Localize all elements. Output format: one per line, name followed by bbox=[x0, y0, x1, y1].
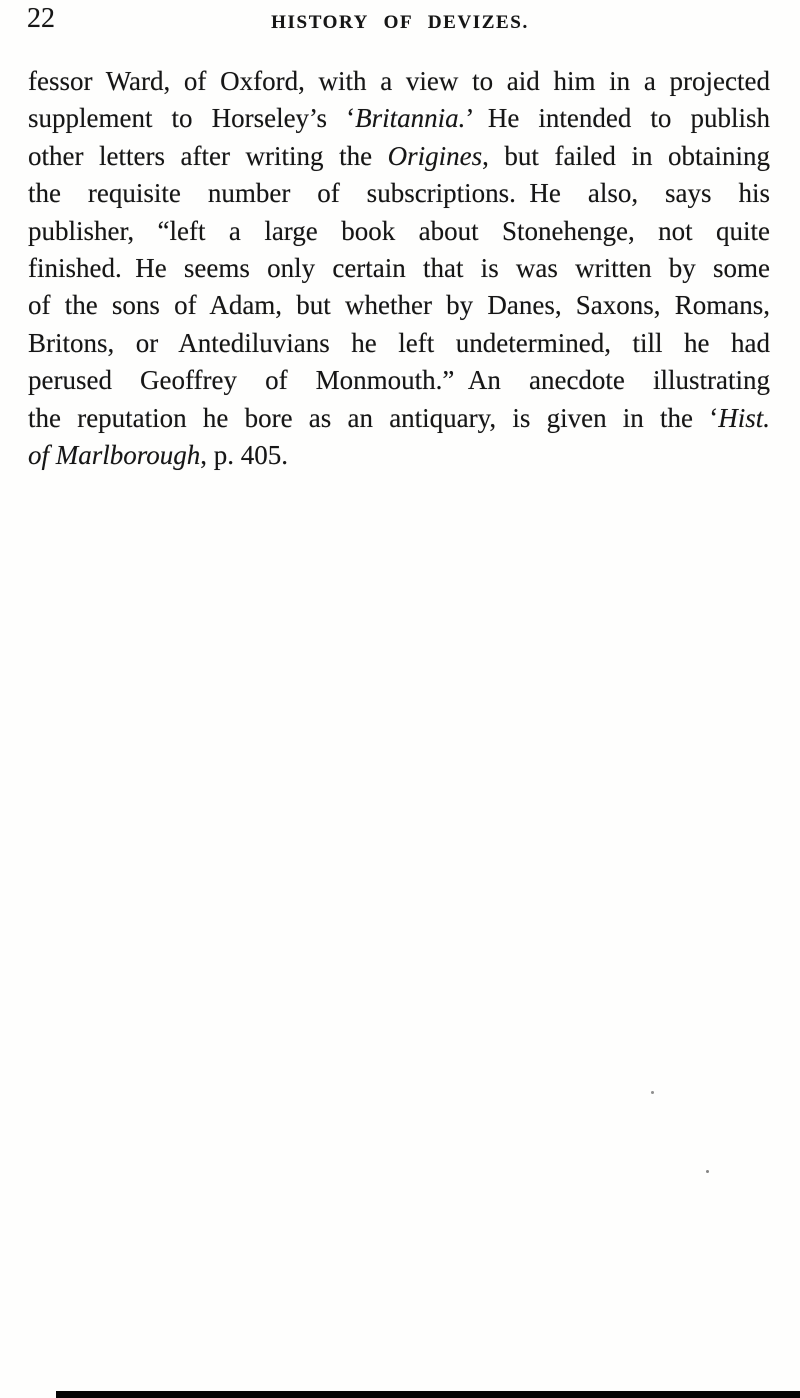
running-head-title: HISTORY OF DEVIZES. bbox=[271, 12, 529, 33]
text-line bbox=[28, 325, 770, 362]
text-run: the reputation he bore as an antiquary, is given in the ‘ bbox=[28, 402, 719, 433]
text-line bbox=[28, 287, 770, 324]
scan-edge-artifact bbox=[56, 1391, 800, 1398]
text-line bbox=[28, 400, 770, 437]
text-run: perused Geoffrey of Monmouth.” An anecdote illustrating bbox=[28, 365, 770, 396]
text-run: of the sons of Adam, but whether by Danes, Saxons, Romans, bbox=[28, 290, 770, 321]
text-run: finished. He seems only certain that is was written by some bbox=[28, 253, 770, 284]
scan-speck bbox=[651, 1091, 654, 1094]
text-line bbox=[28, 100, 770, 137]
italic-text-run: Hist. bbox=[718, 402, 770, 433]
text-run: , p. 405. bbox=[200, 440, 289, 471]
italic-text-run: Britannia. bbox=[355, 103, 466, 134]
text-line bbox=[28, 175, 770, 212]
text-line bbox=[28, 138, 770, 175]
text-line bbox=[28, 437, 770, 474]
scan-speck bbox=[706, 1170, 709, 1173]
text-run: ’ He intended to publish bbox=[465, 103, 770, 134]
text-run: other letters after writing the bbox=[28, 140, 388, 171]
text-line bbox=[28, 213, 770, 250]
italic-text-run: of Marlborough bbox=[28, 440, 201, 471]
page-number: 22 bbox=[27, 3, 55, 34]
text-run: supplement to Horseley’s ‘ bbox=[28, 103, 356, 134]
text-run: , but failed in obtaining bbox=[482, 140, 770, 171]
text-line bbox=[28, 362, 770, 399]
text-run: Britons, or Antediluvians he left undetermined, till he had bbox=[28, 327, 770, 358]
text-run: publisher, “left a large book about Stonehenge, not quite bbox=[28, 215, 770, 246]
text-line bbox=[28, 63, 770, 100]
body-text-block bbox=[28, 63, 770, 474]
italic-text-run: Origines bbox=[387, 140, 483, 171]
text-run: fessor Ward, of Oxford, with a view to aid him in a projected bbox=[28, 66, 770, 96]
text-run: the requisite number of subscriptions. He also, says his bbox=[28, 178, 770, 209]
text-line bbox=[28, 250, 770, 287]
